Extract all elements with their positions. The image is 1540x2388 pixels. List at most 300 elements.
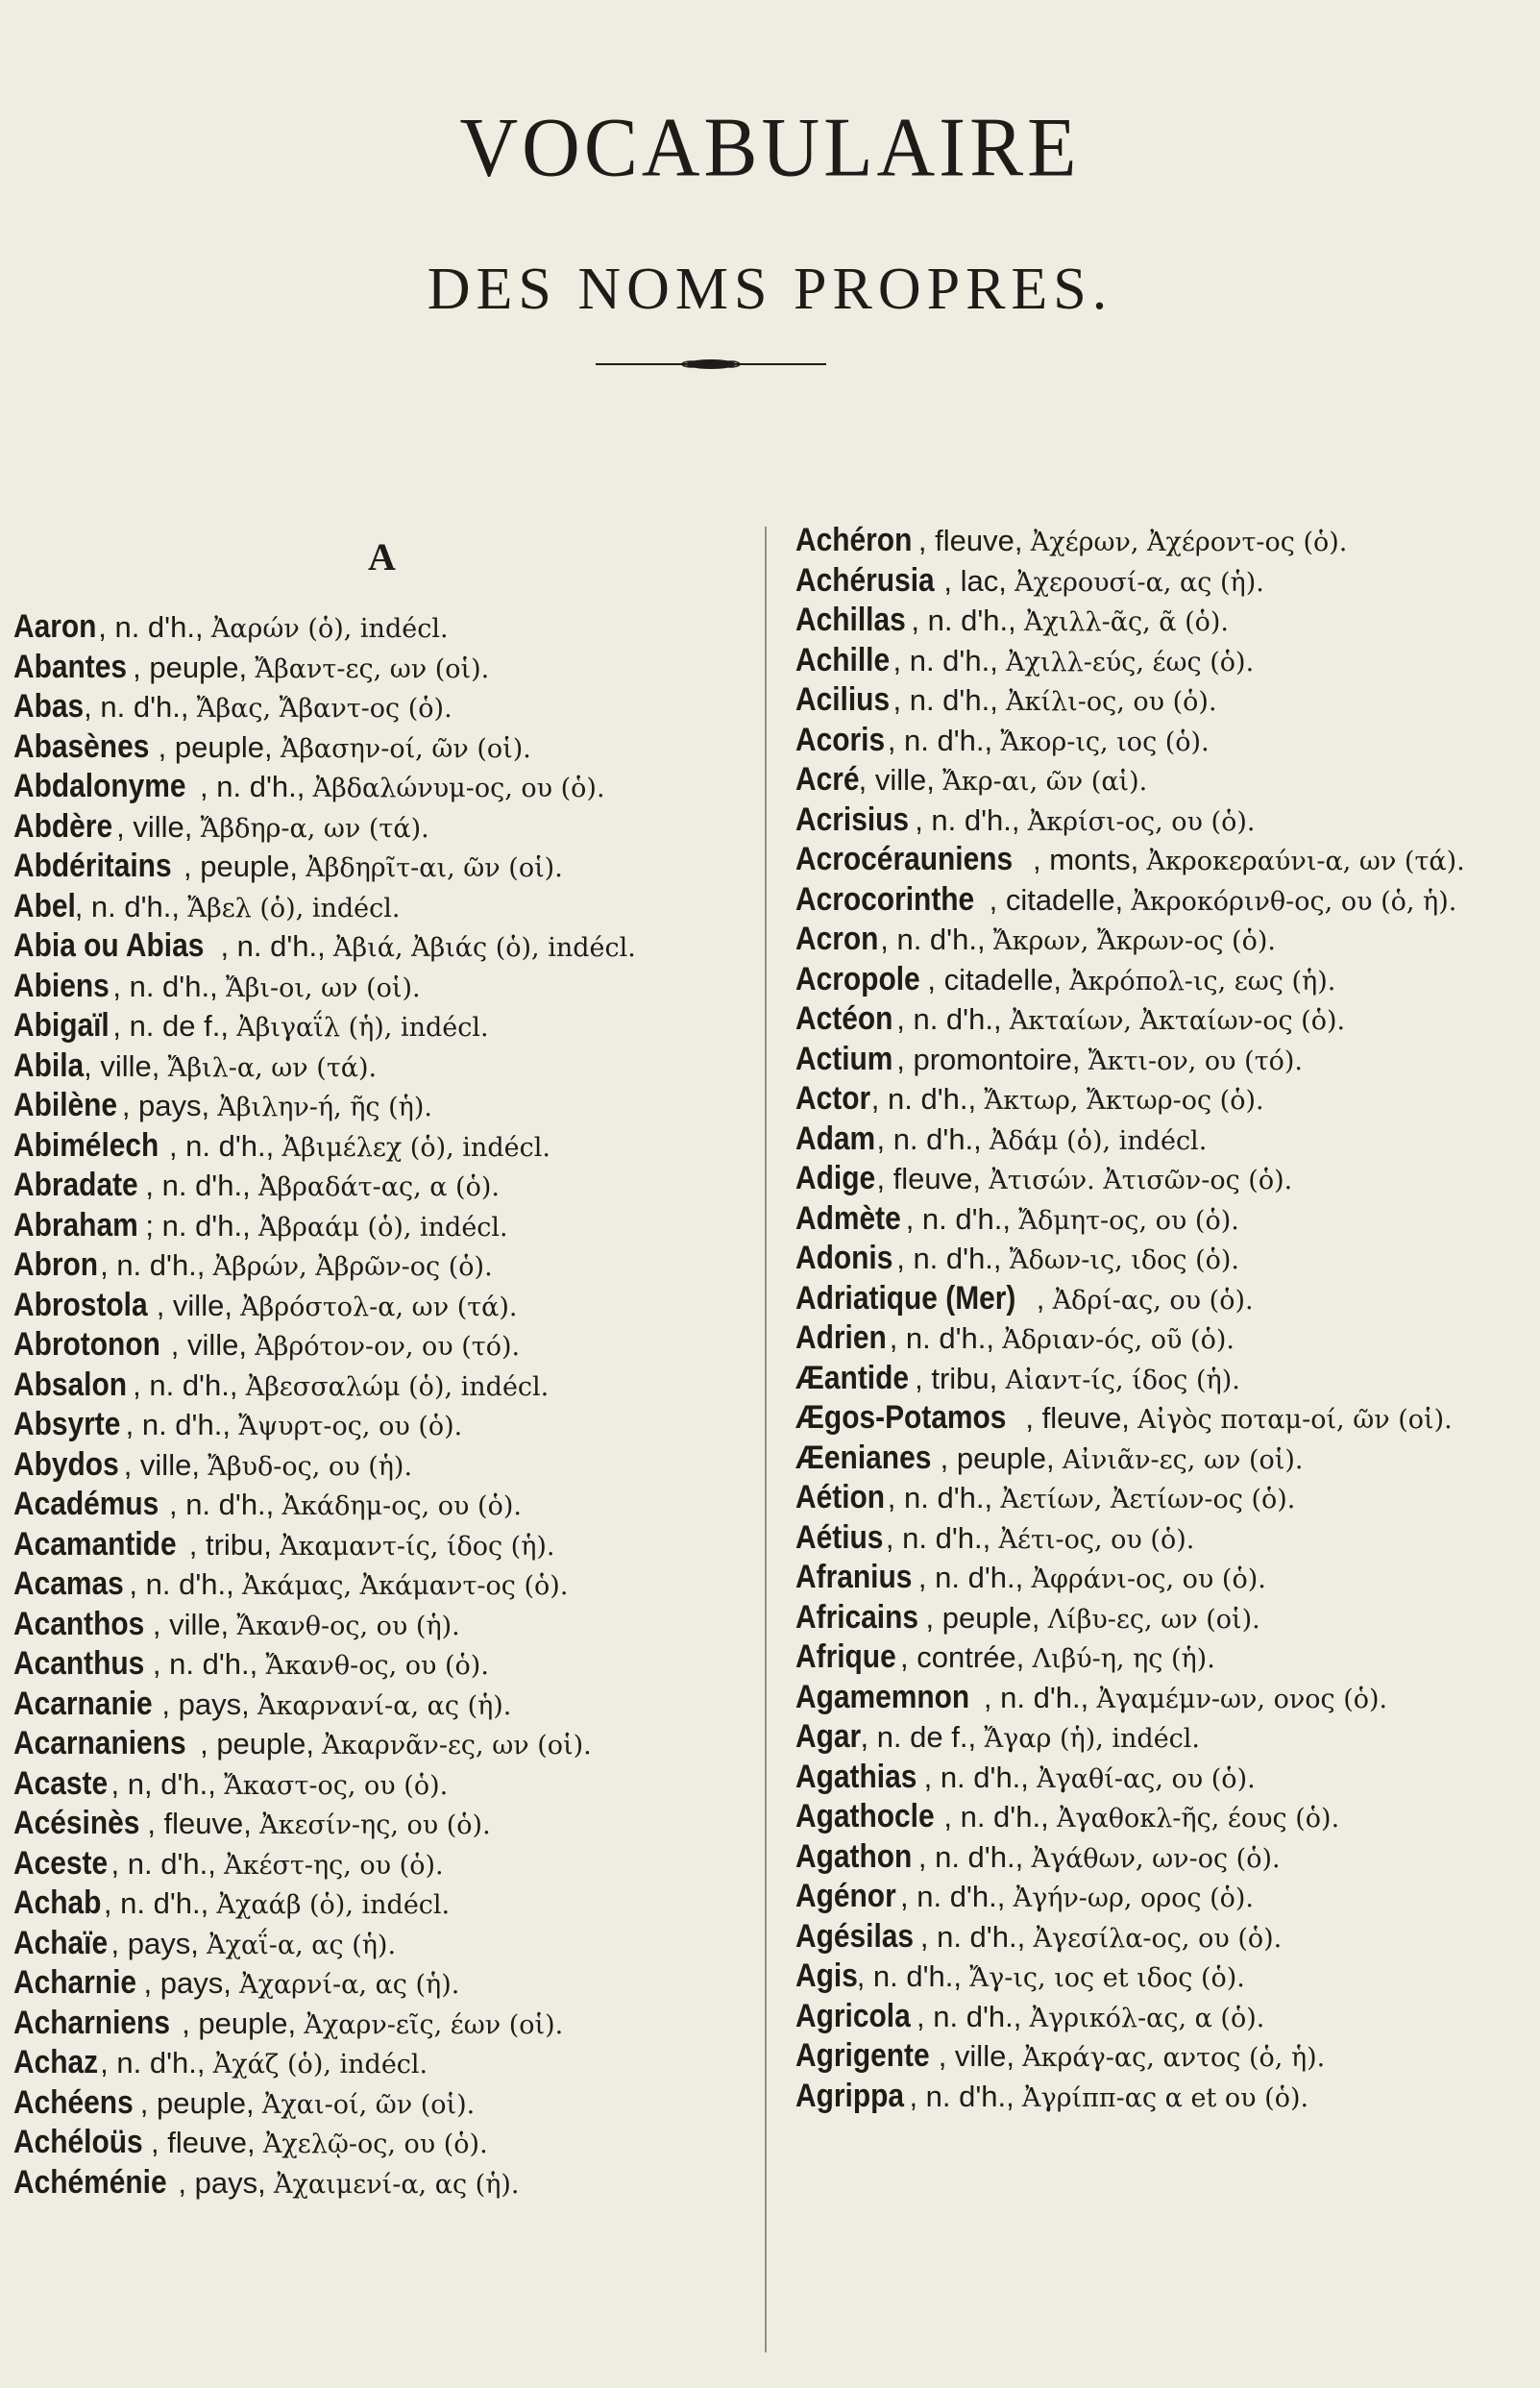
entry-gloss: , ville, xyxy=(156,1288,232,1322)
dictionary-entry xyxy=(13,649,763,689)
entry-gloss: , ville, xyxy=(938,2039,1014,2073)
entry-greek: Ἀχαάβ (ὁ), indécl. xyxy=(216,1890,451,1920)
entry-gloss: , n. d'h., xyxy=(74,889,181,923)
entry-gloss: , n. d'h., xyxy=(909,2079,1014,2113)
entry-gloss: , tribu, xyxy=(915,1361,998,1395)
entry-headword: Æantide xyxy=(795,1359,910,1396)
entry-headword: Agathon xyxy=(795,1837,913,1875)
dictionary-entry xyxy=(13,1246,763,1287)
entry-gloss: , ville, xyxy=(152,1607,230,1641)
entry-greek: Ἀβεσσαλώμ (ὁ), indécl. xyxy=(245,1371,550,1402)
dictionary-entry xyxy=(795,2078,1535,2118)
entry-gloss: , pays, xyxy=(121,1089,210,1122)
entry-greek: Ἀγήν-ωρ, ορος (ὁ). xyxy=(1013,1883,1254,1913)
entry-greek: Ἀβιγαΐλ (ἡ), indécl. xyxy=(236,1013,489,1043)
dictionary-entry xyxy=(795,761,1535,801)
entry-gloss: , n. d'h., xyxy=(152,1647,258,1681)
dictionary-entry xyxy=(795,1041,1535,1081)
entry-gloss: , ville, xyxy=(170,1328,247,1362)
entry-greek: Ἀκράγ-ας, αντος (ὁ, ἡ). xyxy=(1022,2043,1326,2073)
dictionary-entry xyxy=(795,1280,1535,1320)
entry-greek: Ἀκέστ-ης, ου (ὁ). xyxy=(224,1850,444,1881)
entry-gloss: , contrée, xyxy=(900,1640,1025,1674)
entry-gloss: , n. de f., xyxy=(112,1009,229,1043)
dictionary-entry xyxy=(13,1366,763,1407)
entry-greek: Ἀδάμ (ὁ), indécl. xyxy=(990,1125,1208,1156)
dictionary-entry xyxy=(795,801,1535,842)
entry-gloss: , n. d'h., xyxy=(919,1919,1026,1954)
entry-gloss: , n. d'h., xyxy=(943,1800,1049,1834)
dictionary-entry xyxy=(13,1645,763,1686)
entry-headword: Achéménie xyxy=(13,2163,167,2201)
dictionary-entry xyxy=(795,1399,1535,1440)
entry-gloss: , fleuve, xyxy=(876,1162,982,1195)
entry-gloss: , citadelle, xyxy=(927,962,1062,997)
dictionary-entry xyxy=(13,1526,763,1566)
dictionary-entry xyxy=(795,1240,1535,1280)
entry-greek: Ἀκταίων, Ἀκταίων-ος (ὁ). xyxy=(1009,1006,1346,1036)
entry-greek: Ἀκροκεραύνι-α, ων (τά). xyxy=(1146,847,1465,876)
entry-headword: Adrien xyxy=(795,1319,887,1356)
entry-gloss: , peuple, xyxy=(139,2085,255,2120)
entry-greek: Ἀχαιμενί-α, ας (ἡ). xyxy=(273,2169,520,2200)
entry-greek: Ἄκανθ-ος, ου (ἡ). xyxy=(236,1611,460,1641)
entry-headword: Agamemnon xyxy=(795,1678,970,1715)
entry-greek: Ἀχιλλ-εύς, έως (ὁ). xyxy=(1006,647,1255,677)
entry-greek: Ἄβας, Ἄβαντ-ος (ὁ). xyxy=(196,694,452,724)
entry-gloss: , promontoire, xyxy=(896,1042,1081,1076)
dictionary-entry xyxy=(795,1998,1535,2038)
dictionary-entry xyxy=(795,1759,1535,1799)
entry-headword: Achérusia xyxy=(795,561,935,599)
entry-greek: Ἀβρότον-ον, ου (τό). xyxy=(255,1332,521,1362)
page-title: VOCABULAIRE xyxy=(459,100,1081,195)
entry-greek: Ἀχαΐ-α, ας (ἡ). xyxy=(207,1930,397,1960)
dictionary-entry xyxy=(795,1519,1535,1560)
dictionary-entry xyxy=(795,1120,1535,1161)
dictionary-entry xyxy=(795,2037,1535,2078)
dictionary-entry xyxy=(795,881,1535,922)
dictionary-entry xyxy=(13,848,763,888)
dictionary-entry xyxy=(13,1087,763,1127)
entry-greek: Ἄκρων, Ἄκρων-ος (ὁ). xyxy=(992,926,1276,956)
entry-gloss: , peuple, xyxy=(925,1600,1040,1635)
entry-greek: Ἄκορ-ις, ιος (ὁ). xyxy=(1000,726,1210,757)
dictionary-entry xyxy=(795,1878,1535,1918)
entry-headword: Acamantide xyxy=(13,1525,177,1563)
entry-headword: Acilius xyxy=(795,681,891,718)
entry-headword: Achille xyxy=(795,641,891,678)
dictionary-entry xyxy=(795,602,1535,642)
entry-greek: Ἀχαρνί-α, ας (ἡ). xyxy=(239,1970,460,2000)
entry-gloss: , peuple, xyxy=(200,1727,315,1760)
entry-headword: Abila xyxy=(13,1046,85,1084)
entry-gloss: , ville, xyxy=(84,1048,160,1083)
entry-headword: Achéloüs xyxy=(13,2124,143,2160)
entry-greek: Ἀχελῷ-ος, ου (ὁ). xyxy=(262,2130,488,2159)
entry-headword: Afrique xyxy=(795,1638,896,1675)
entry-gloss: , lac, xyxy=(943,563,1007,598)
dictionary-entry xyxy=(13,1446,763,1487)
entry-greek: Ἀγαθί-ας, ου (ὁ). xyxy=(1037,1763,1256,1794)
entry-gloss: , n. d'h., xyxy=(880,923,986,956)
entry-gloss: , n. d'h., xyxy=(905,1201,1012,1236)
entry-headword: Abradate xyxy=(13,1167,138,1203)
dictionary-entry xyxy=(795,522,1535,562)
entry-headword: Abimélech xyxy=(13,1126,159,1164)
entry-greek: Ἀκρόπολ-ις, εως (ἡ). xyxy=(1069,966,1336,997)
entry-headword: Acharniens xyxy=(13,2004,170,2041)
entry-greek: Ἀδριαν-ός, οῦ (ὁ). xyxy=(1002,1325,1234,1355)
dictionary-entry xyxy=(795,921,1535,961)
entry-greek: Ἀγάθων, ων-ος (ὁ). xyxy=(1031,1843,1281,1874)
entry-greek: Ἀγαθοκλ-ῆς, έους (ὁ). xyxy=(1056,1804,1340,1834)
entry-gloss: , n. d'h., xyxy=(923,1760,1029,1794)
entry-greek: Ἄκτι-ον, ου (τό). xyxy=(1088,1046,1304,1076)
dictionary-entry xyxy=(13,768,763,808)
entry-headword: Achéens xyxy=(13,2083,134,2121)
entry-gloss: , monts, xyxy=(1033,843,1139,876)
dictionary-entry xyxy=(13,728,763,769)
dictionary-entry xyxy=(13,2044,763,2084)
entry-gloss: , n. d'h., xyxy=(892,643,998,677)
entry-greek: Ἄκαστ-ος, ου (ὁ). xyxy=(224,1770,449,1801)
entry-gloss: , n, d'h., xyxy=(110,1766,216,1801)
entry-headword: Acharnie xyxy=(13,1964,137,2001)
entry-greek: Ἀβρών, Ἀβρῶν-ος (ὁ). xyxy=(212,1252,493,1282)
entry-headword: Agathias xyxy=(795,1758,917,1795)
dictionary-entry xyxy=(13,1565,763,1606)
dictionary-entry xyxy=(13,808,763,849)
entry-greek: Ἀγρίππ-ας α et ου (ὁ). xyxy=(1022,2082,1309,2113)
entry-greek: Λίβυ-ες, ων (οἱ). xyxy=(1047,1604,1260,1635)
entry-headword: Acanthus xyxy=(13,1645,145,1682)
entry-greek: Ἀβραδάτ-ας, α (ὁ). xyxy=(257,1172,500,1202)
dictionary-entry xyxy=(13,888,763,928)
entry-greek: Ἄγαρ (ἡ), indécl. xyxy=(984,1724,1201,1754)
entry-headword: Abasènes xyxy=(13,727,150,765)
entry-headword: Afranius xyxy=(795,1559,913,1595)
entry-greek: Ἄκρ-αι, ῶν (αἱ). xyxy=(942,767,1148,797)
dictionary-entry xyxy=(13,1486,763,1526)
dictionary-entry xyxy=(13,2084,763,2125)
entry-greek: Ἀβρόστολ-α, ων (τά). xyxy=(240,1292,518,1322)
entry-headword: Adonis xyxy=(795,1240,893,1276)
entry-headword: Abia ou Abias xyxy=(13,927,205,964)
entry-headword: Acron xyxy=(795,921,879,957)
entry-greek: Ἀέτι-ος, ου (ὁ). xyxy=(998,1524,1195,1555)
dictionary-entry xyxy=(795,1838,1535,1879)
entry-greek: Ἄδων-ις, ιδος (ὁ). xyxy=(1009,1245,1239,1275)
entry-headword: Actium xyxy=(795,1040,893,1077)
entry-gloss: , n. d'h., xyxy=(103,1886,209,1920)
entry-gloss: , peuple, xyxy=(940,1440,1055,1475)
right-entry-list xyxy=(795,522,1535,2117)
dictionary-entry xyxy=(795,1000,1535,1041)
entry-headword: Abdère xyxy=(13,807,113,845)
entry-gloss: ; n. d'h., xyxy=(145,1208,251,1243)
entry-greek: Ἀγρικόλ-ας, α (ὁ). xyxy=(1029,2003,1265,2033)
dictionary-entry xyxy=(13,1725,763,1765)
entry-headword: Académus xyxy=(13,1486,159,1522)
entry-headword: Ægos-Potamos xyxy=(795,1399,1007,1436)
entry-gloss: , fleuve, xyxy=(917,524,1023,557)
entry-greek: Ἄβδηρ-α, ων (τά). xyxy=(200,813,429,844)
entry-headword: Acré xyxy=(795,761,860,798)
entry-headword: Abantes xyxy=(13,648,128,685)
dictionary-entry xyxy=(13,1805,763,1845)
entry-headword: Abigaïl xyxy=(13,1007,110,1044)
entry-greek: Ἀχαρν-εῖς, έων (οἱ). xyxy=(304,2009,564,2040)
entry-headword: Absalon xyxy=(13,1366,128,1403)
entry-gloss: , n. d'h., xyxy=(220,929,326,963)
entry-headword: Achéron xyxy=(795,522,913,558)
entry-greek: Ἀκαρνᾶν-ες, ων (οἱ). xyxy=(322,1731,592,1760)
entry-gloss: , n. d'h., xyxy=(889,1321,995,1355)
entry-headword: Abrostola xyxy=(13,1286,148,1323)
dictionary-entry xyxy=(13,1925,763,1965)
dictionary-entry xyxy=(13,927,763,968)
entry-greek: Ἄβαντ-ες, ων (οἱ). xyxy=(255,653,490,684)
column-divider xyxy=(765,527,767,2352)
dictionary-entry xyxy=(795,1679,1535,1719)
dictionary-entry xyxy=(13,1007,763,1047)
dictionary-entry xyxy=(795,1957,1535,1998)
entry-greek: Ἀβραάμ (ὁ), indécl. xyxy=(257,1212,508,1243)
dictionary-entry xyxy=(795,1360,1535,1400)
entry-headword: Æenianes xyxy=(795,1439,932,1476)
entry-gloss: , n. d'h., xyxy=(168,1488,275,1521)
entry-gloss: , peuple, xyxy=(158,729,273,764)
entry-headword: Agar xyxy=(795,1718,862,1755)
entry-greek: Ἀκαμαντ-ίς, ίδος (ἡ). xyxy=(280,1531,555,1562)
entry-greek: Ἀβιά, Ἀβιάς (ὁ), indécl. xyxy=(333,933,636,963)
dictionary-entry xyxy=(795,722,1535,762)
entry-greek: Ἀχάζ (ὁ), indécl. xyxy=(212,2050,428,2080)
dictionary-entry xyxy=(795,1200,1535,1241)
entry-gloss: , peuple, xyxy=(183,849,298,883)
dictionary-entry xyxy=(13,1884,763,1925)
entry-greek: Ἀκαρνανί-α, ας (ἡ). xyxy=(257,1690,512,1721)
entry-greek: Ἄψυρτ-ος, ου (ὁ). xyxy=(238,1412,463,1441)
entry-gloss: , n. d'h., xyxy=(100,1248,206,1282)
entry-gloss: , ville, xyxy=(116,809,193,844)
entry-gloss: , n. d'h., xyxy=(917,1999,1022,2033)
entry-headword: Adam xyxy=(795,1120,876,1157)
entry-headword: Agrigente xyxy=(795,2037,930,2074)
entry-headword: Abdéritains xyxy=(13,848,172,884)
entry-gloss: , pays, xyxy=(161,1686,250,1721)
entry-greek: Αἰαντ-ίς, ίδος (ἡ). xyxy=(1005,1365,1240,1395)
dictionary-entry xyxy=(795,1080,1535,1120)
entry-greek: Ἀκίλι-ος, ου (ὁ). xyxy=(1006,687,1217,717)
entry-gloss: , n. d'h., xyxy=(896,1002,1002,1036)
dictionary-entry xyxy=(795,1599,1535,1639)
section-letter: A xyxy=(368,535,396,579)
entry-greek: Ἀχαι-οί, ῶν (οἱ). xyxy=(261,2089,476,2120)
dictionary-entry xyxy=(13,2164,763,2204)
entry-greek: Ἀβασην-οί, ῶν (οἱ). xyxy=(280,733,531,764)
entry-greek: Αἰγὸς ποταμ-οί, ῶν (οἱ). xyxy=(1137,1405,1453,1435)
entry-headword: Acaste xyxy=(13,1764,109,1802)
entry-gloss: , pays, xyxy=(178,2165,266,2200)
entry-headword: Abdalonyme xyxy=(13,768,186,804)
entry-greek: Ἀαρών (ὁ), indécl. xyxy=(210,614,449,644)
entry-greek: Ἀφράνι-ος, ου (ὁ). xyxy=(1031,1564,1266,1594)
entry-gloss: , n. d'h., xyxy=(100,2046,206,2080)
entry-headword: Acanthos xyxy=(13,1605,145,1642)
entry-headword: Abraham xyxy=(13,1206,138,1243)
entry-greek: Ἀκάδημ-ος, ου (ὁ). xyxy=(281,1491,522,1521)
dictionary-entry xyxy=(795,1638,1535,1679)
dictionary-entry xyxy=(795,562,1535,603)
entry-greek: Ἀβδηρῖτ-αι, ῶν (οἱ). xyxy=(306,853,563,883)
dictionary-entry xyxy=(13,968,763,1008)
entry-greek: Ἀγαμέμν-ων, ονος (ὁ). xyxy=(1096,1684,1388,1714)
dictionary-entry xyxy=(795,1559,1535,1599)
entry-gloss: , peuple, xyxy=(133,650,248,684)
dictionary-entry xyxy=(13,1287,763,1327)
entry-greek: Ἀβδαλώνυμ-ος, ου (ὁ). xyxy=(312,774,605,803)
entry-headword: Achaïe xyxy=(13,1924,109,1961)
entry-gloss: , n. de f., xyxy=(860,1720,977,1754)
entry-gloss: , n. d'h., xyxy=(885,1520,991,1555)
entry-gloss: , n. d'h., xyxy=(133,1367,238,1402)
dictionary-entry xyxy=(13,608,763,649)
entry-greek: Ἄδμητ-ος, ου (ὁ). xyxy=(1018,1205,1239,1236)
entry-gloss: , n. d'h., xyxy=(129,1567,234,1601)
entry-greek: Ἀβιμέλεχ (ὁ), indécl. xyxy=(281,1132,550,1163)
entry-gloss: , fleuve, xyxy=(151,2126,256,2159)
entry-greek: Ἀετίων, Ἀετίων-ος (ὁ). xyxy=(1000,1485,1296,1514)
dictionary-entry xyxy=(795,642,1535,682)
entry-headword: Abron xyxy=(13,1246,99,1283)
dictionary-entry xyxy=(13,688,763,728)
entry-headword: Achaz xyxy=(13,2044,99,2080)
entry-gloss: , n. d'h., xyxy=(145,1169,251,1202)
entry-gloss: , n. d'h., xyxy=(917,1839,1024,1874)
entry-headword: Abel xyxy=(13,887,76,924)
entry-greek: Ἄβιλ-α, ων (τά). xyxy=(167,1052,378,1083)
entry-headword: Africains xyxy=(795,1598,919,1636)
dictionary-entry xyxy=(13,1606,763,1646)
entry-greek: Λιβύ-η, ης (ἡ). xyxy=(1032,1644,1215,1674)
entry-greek: Ἄγ-ις, ιος et ιδος (ὁ). xyxy=(969,1963,1245,1993)
dictionary-entry xyxy=(795,1479,1535,1519)
entry-headword: Achillas xyxy=(795,602,906,638)
dictionary-entry xyxy=(13,2124,763,2164)
entry-gloss: , n. d'h., xyxy=(200,770,306,803)
entry-gloss: , peuple, xyxy=(182,2006,297,2040)
entry-headword: Aétion xyxy=(795,1479,886,1515)
entry-gloss: , n. d'h., xyxy=(856,1959,963,1993)
entry-headword: Aceste xyxy=(13,1844,109,1882)
entry-headword: Abydos xyxy=(13,1445,119,1483)
entry-greek: Ἄκτωρ, Ἄκτωρ-ος (ὁ). xyxy=(984,1086,1264,1116)
dictionary-entry xyxy=(795,841,1535,881)
entry-gloss: , n. d'h., xyxy=(98,610,204,644)
entry-headword: Adriatique (Mer) xyxy=(795,1279,1016,1317)
entry-gloss: , n. d'h., xyxy=(896,1242,1002,1275)
entry-gloss: , n. d'h., xyxy=(887,723,993,757)
entry-greek: Ἀκρίσι-ος, ου (ὁ). xyxy=(1027,806,1256,837)
entry-headword: Acarnanie xyxy=(13,1685,153,1722)
entry-gloss: , n. d'h., xyxy=(915,802,1020,837)
entry-gloss: , n. d'h., xyxy=(876,1121,982,1156)
dictionary-entry xyxy=(795,961,1535,1001)
entry-headword: Agathocle xyxy=(795,1798,935,1834)
entry-greek: Ἀγεσίλα-ος, ου (ὁ). xyxy=(1033,1923,1283,1954)
entry-headword: Acésinès xyxy=(13,1805,140,1841)
entry-gloss: , ville, xyxy=(123,1447,200,1482)
entry-headword: Abrotonon xyxy=(13,1326,160,1363)
entry-gloss: , n. d'h., xyxy=(84,690,189,724)
dictionary-entry xyxy=(795,1319,1535,1360)
entry-headword: Agésilas xyxy=(795,1917,915,1955)
dictionary-entry xyxy=(13,1326,763,1366)
left-entry-list xyxy=(13,608,763,2203)
entry-headword: Agricola xyxy=(795,1997,911,2034)
entry-greek: Ἀκροκόρινθ-ος, ου (ὁ, ἡ). xyxy=(1131,886,1457,917)
entry-greek: Ἀκεσίν-ης, ου (ὁ). xyxy=(259,1810,491,1840)
entry-gloss: , n. d'h., xyxy=(983,1680,1089,1714)
entry-greek: Ἄβελ (ὁ), indécl. xyxy=(187,893,401,923)
dictionary-entry xyxy=(795,681,1535,722)
entry-headword: Admète xyxy=(795,1199,901,1237)
entry-gloss: , n. d'h., xyxy=(125,1408,231,1441)
entry-headword: Abiens xyxy=(13,967,110,1004)
entry-headword: Acarnaniens xyxy=(13,1725,186,1761)
dictionary-entry xyxy=(13,1406,763,1446)
ornament-divider-icon xyxy=(596,354,826,375)
entry-headword: Abas xyxy=(13,688,85,725)
entry-greek: Αἰνιᾶν-ες, ων (οἱ). xyxy=(1062,1444,1304,1475)
entry-greek: Ἀκάμας, Ἀκάμαντ-ος (ὁ). xyxy=(242,1571,569,1601)
dictionary-entry xyxy=(13,1845,763,1885)
dictionary-entry xyxy=(13,1686,763,1726)
entry-headword: Agrippa xyxy=(795,2077,905,2114)
entry-gloss: , n. d'h., xyxy=(110,1846,216,1881)
entry-gloss: , n. d'h., xyxy=(112,969,218,1003)
entry-gloss: , fleuve, xyxy=(1025,1401,1130,1435)
dictionary-entry xyxy=(795,1798,1535,1838)
dictionary-entry xyxy=(795,1918,1535,1958)
entry-greek: Ἄβι-οι, ων (οἱ). xyxy=(225,972,421,1003)
entry-headword: Aaron xyxy=(13,608,97,645)
entry-headword: Absyrte xyxy=(13,1406,121,1442)
dictionary-entry xyxy=(13,1765,763,1806)
dictionary-entry xyxy=(13,1167,763,1207)
entry-greek: Ἄβυδ-ος, ου (ἡ). xyxy=(208,1451,413,1482)
entry-gloss: , n. d'h., xyxy=(892,683,998,717)
entry-headword: Acropole xyxy=(795,960,920,997)
entry-gloss: , n. d'h., xyxy=(168,1128,275,1163)
entry-gloss: , n. d'h., xyxy=(917,1561,1024,1594)
entry-headword: Acrocérauniens xyxy=(795,841,1014,877)
entry-headword: Actéon xyxy=(795,1000,893,1037)
dictionary-entry xyxy=(795,1718,1535,1759)
entry-headword: Achab xyxy=(13,1884,102,1921)
entry-headword: Aétius xyxy=(795,1518,884,1556)
entry-headword: Abilène xyxy=(13,1087,118,1123)
entry-headword: Actor xyxy=(795,1080,871,1117)
entry-greek: Ἄκανθ-ος, ου (ὁ). xyxy=(265,1651,489,1681)
entry-gloss: , ville, xyxy=(858,763,935,797)
entry-headword: Agénor xyxy=(795,1878,896,1914)
entry-greek: Ἀβιλην-ή, ῆς (ἡ). xyxy=(217,1093,432,1122)
entry-greek: Ἀχέρων, Ἀχέροντ-ος (ὁ). xyxy=(1030,528,1348,557)
entry-headword: Agis xyxy=(795,1957,858,1994)
